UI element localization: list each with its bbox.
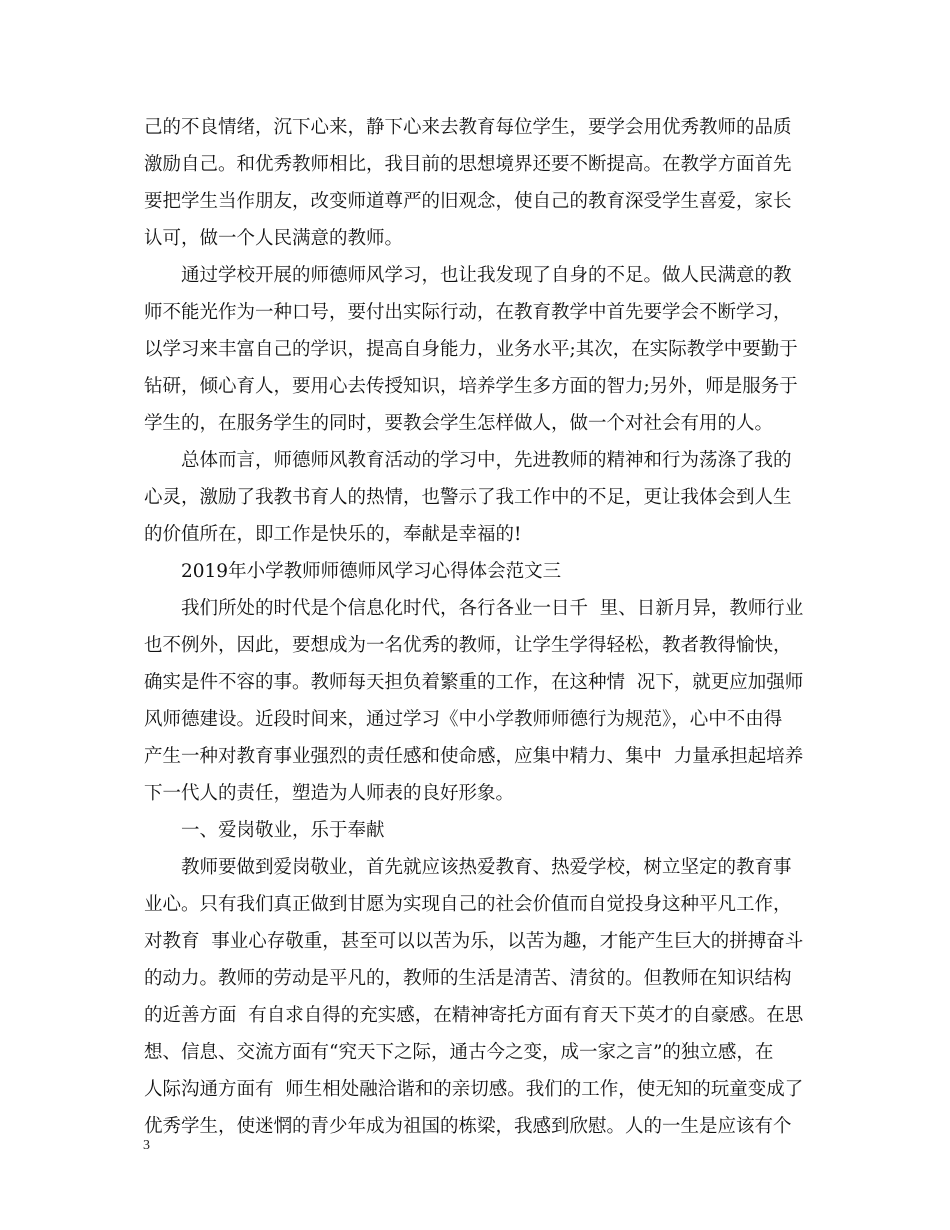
- text-line: 下一代人的责任，塑造为人师表的良好形象。: [144, 783, 515, 804]
- text-line: 想、信息、交流方面有“究天下之际，通古今之变，成一家之言”的独立感，在: [144, 1042, 774, 1063]
- text-line: 的动力。教师的劳动是平凡的，教师的生活是清苦、清贫的。但教师在知识结构: [144, 968, 792, 989]
- text-line: 钻研，倾心育人，要用心去传授知识，培养学生多方面的智力;另外，师是服务于: [144, 376, 798, 397]
- text-line: 优秀学生，使迷惘的青少年成为祖国的栋梁，我感到欣慰。人的一生是应该有个: [144, 1116, 792, 1137]
- text-line: 认可，做一个人民满意的教师。: [144, 228, 404, 249]
- text-line: 确实是件不容的事。教师每天担负着繁重的工作，在这种情 况下，就更应加强师: [144, 672, 804, 693]
- text-line: 对教育 事业心存敬重，甚至可以以苦为乐，以苦为趣，才能产生巨大的拼搏奋斗: [144, 931, 804, 952]
- text-line: 也不例外，因此，要想成为一名优秀的教师，让学生学得轻松，教者教得愉快，: [144, 635, 792, 656]
- text-line: 以学习来丰富自己的学识，提高自身能力，业务水平;其次，在实际教学中要勤于: [144, 339, 798, 360]
- text-line: 心灵，激励了我教书育人的热情，也警示了我工作中的不足，更让我体会到人生: [144, 487, 792, 508]
- text-line: 人际沟通方面有 师生相处融洽谐和的亲切感。我们的工作，使无知的玩童变成了: [144, 1079, 804, 1100]
- paragraph-first-line: 我们所处的时代是个信息化时代，各行各业一日千 里、日新月异，教师行业: [181, 598, 804, 619]
- text-line: 要把学生当作朋友，改变师道尊严的旧观念，使自己的教育深受学生喜爱，家长: [144, 191, 792, 212]
- text-line: 产生一种对教育事业强烈的责任感和使命感，应集中精力、集中 力量承担起培养: [144, 746, 804, 767]
- text-line: 学生的，在服务学生的同时，要教会学生怎样做人，做一个对社会有用的人。: [144, 413, 774, 434]
- paragraph-first-line: 通过学校开展的师德师风学习，也让我发现了自身的不足。做人民满意的教: [181, 265, 792, 286]
- text-line: 业心。只有我们真正做到甘愿为实现自己的社会价值而自觉投身这种平凡工作，: [144, 894, 792, 915]
- text-line: 激励自己。和优秀教师相比，我目前的思想境界还要不断提高。在教学方面首先: [144, 154, 792, 175]
- text-line: 己的不良情绪，沉下心来，静下心来去教育每位学生，要学会用优秀教师的品质: [144, 117, 792, 138]
- page-number: 3: [143, 1138, 150, 1153]
- paragraph-first-line: 总体而言，师德师风教育活动的学习中，先进教师的精神和行为荡涤了我的: [181, 450, 792, 471]
- text-line: 的近善方面 有自求自得的充实感，在精神寄托方面有育天下英才的自豪感。在思: [144, 1005, 804, 1026]
- paragraph-first-line: 教师要做到爱岗敬业，首先就应该热爱教育、热爱学校，树立坚定的教育事: [181, 857, 792, 878]
- subsection-heading: 一、爱岗敬业，乐于奉献: [181, 820, 385, 841]
- text-line: 的价值所在，即工作是快乐的，奉献是幸福的!: [144, 524, 522, 545]
- text-line: 风师德建设。近段时间来，通过学习《中小学教师师德行为规范》，心中不由得: [144, 709, 783, 730]
- section-heading: 2019年小学教师师德师风学习心得体会范文三: [181, 561, 562, 582]
- text-line: 师不能光作为一种口号，要付出实际行动，在教育教学中首先要学会不断学习，: [144, 302, 792, 323]
